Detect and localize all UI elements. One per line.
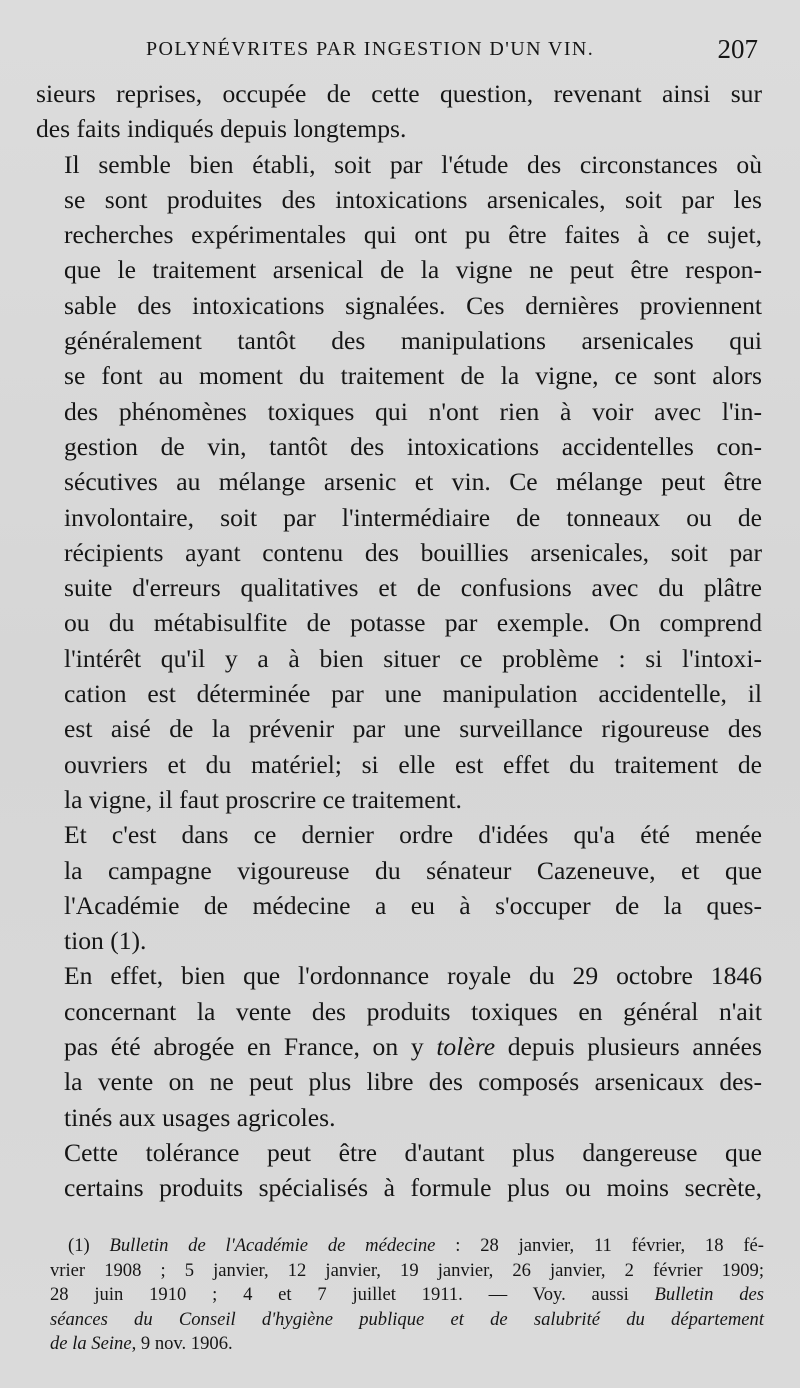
text-line: suite d'erreurs qualitatives et de confusions avec du plâtre — [64, 573, 762, 603]
footnote-source-title: Bulletin des — [654, 1284, 765, 1306]
paragraph — [36, 147, 762, 818]
footnote-line — [50, 1234, 764, 1259]
text-line: sable des intoxications signalées. Ces dernières proviennent — [64, 290, 762, 320]
page-number: 207 — [717, 34, 758, 64]
paragraph — [36, 958, 762, 1134]
text-run: , 9 nov. 1906. — [131, 1333, 233, 1355]
footnote-line — [50, 1308, 764, 1333]
text-line: l'Académie de médecine a eu à s'occuper de la ques- — [64, 890, 762, 920]
text-line: Cette tolérance peut être d'autant plus dangereuse que — [64, 1137, 762, 1167]
text-line: la campagne vigoureuse du sénateur Cazeneuve, et que — [64, 855, 762, 885]
text-line: généralement tantôt des manipulations arsenicales qui — [64, 326, 762, 356]
text-run: 28 juin 1910 ; 4 et 7 juillet 1911. — Voy. aussi — [50, 1284, 655, 1306]
text-line — [36, 1029, 762, 1064]
text-line: sécutives au mélange arsenic et vin. Ce mélange peut être — [64, 467, 762, 497]
text-line: des faits indiqués depuis longtemps. — [36, 114, 407, 144]
footnote — [50, 1234, 764, 1357]
text-line: sieurs reprises, occupée de cette question, revenant ainsi sur — [36, 79, 762, 108]
paragraph — [36, 1135, 762, 1206]
footnote-source-title: de la Seine — [50, 1333, 132, 1355]
text-line: gestion de vin, tantôt des intoxications accidentelles con- — [64, 431, 762, 461]
text-line: concernant la vente des produits toxiques en général n'ait — [64, 996, 762, 1026]
footnote-line — [50, 1332, 764, 1357]
text-line: l'intérêt qu'il y a à bien situer ce problème : si l'intoxi- — [64, 643, 762, 673]
running-head — [36, 34, 758, 70]
text-line: cation est déterminée par une manipulation accidentelle, il — [64, 679, 762, 709]
text-line: certains produits spécialisés à formule plus ou moins secrète, — [64, 1173, 762, 1203]
text-line: Il semble bien établi, soit par l'étude des circonstances où — [64, 149, 762, 179]
footnote-source-title: Bulletin de l'Académie de médecine — [109, 1235, 436, 1256]
text-line: la vigne, il faut proscrire ce traitement. — [64, 784, 462, 814]
text-line: tinés aux usages agricoles. — [64, 1102, 336, 1132]
emphasis: tolère — [436, 1032, 496, 1062]
text-line: involontaire, soit par l'intermédiaire de tonneaux ou de — [64, 502, 762, 532]
text-line: Et c'est dans ce dernier ordre d'idées qu'a été menée — [64, 820, 762, 850]
text-line: la vente on ne peut plus libre des composés arsenicaux des- — [64, 1067, 762, 1097]
body-text — [36, 76, 762, 1206]
text-line: est aisé de la prévenir par une surveillance rigoureuse des — [64, 714, 762, 744]
footnote-source-title: séances du Conseil d'hygiène publique et de salubrité du département — [50, 1308, 764, 1330]
paragraph — [36, 817, 762, 958]
footnote-marker: (1) — [68, 1235, 110, 1256]
paragraph-continuation — [36, 76, 762, 147]
text-line: ou du métabisulfite de potasse par exemple. On comprend — [64, 608, 762, 638]
text-line: récipients ayant contenu des bouillies arsenicales, soit par — [64, 537, 762, 567]
text-run: depuis plusieurs années — [495, 1032, 762, 1062]
text-line: se font au moment du traitement de la vigne, ce sont alors — [64, 361, 762, 391]
text-line: ouvriers et du matériel; si elle est effet du traitement de — [64, 749, 762, 779]
text-run: : 28 janvier, 11 février, 18 fé- — [435, 1235, 764, 1256]
text-line: des phénomènes toxiques qui n'ont rien à voir avec l'in- — [64, 396, 762, 426]
text-line: tion (1). — [64, 926, 147, 956]
text-line: recherches expérimentales qui ont pu être faites à ce sujet, — [64, 220, 762, 250]
text-run: pas été abrogée en France, on y — [64, 1032, 437, 1062]
footnote-line — [50, 1283, 764, 1308]
text-line: que le traitement arsenical de la vigne ne peut être respon- — [64, 255, 762, 285]
footnote-line: vrier 1908 ; 5 janvier, 12 janvier, 19 janvier, 26 janvier, 2 février 1909; — [50, 1259, 764, 1281]
running-head-title: POLYNÉVRITES PAR INGESTION D'UN VIN. — [146, 38, 595, 60]
text-line: se sont produites des intoxications arsenicales, soit par les — [64, 184, 762, 214]
text-line: En effet, bien que l'ordonnance royale du 29 octobre 1846 — [64, 961, 762, 991]
